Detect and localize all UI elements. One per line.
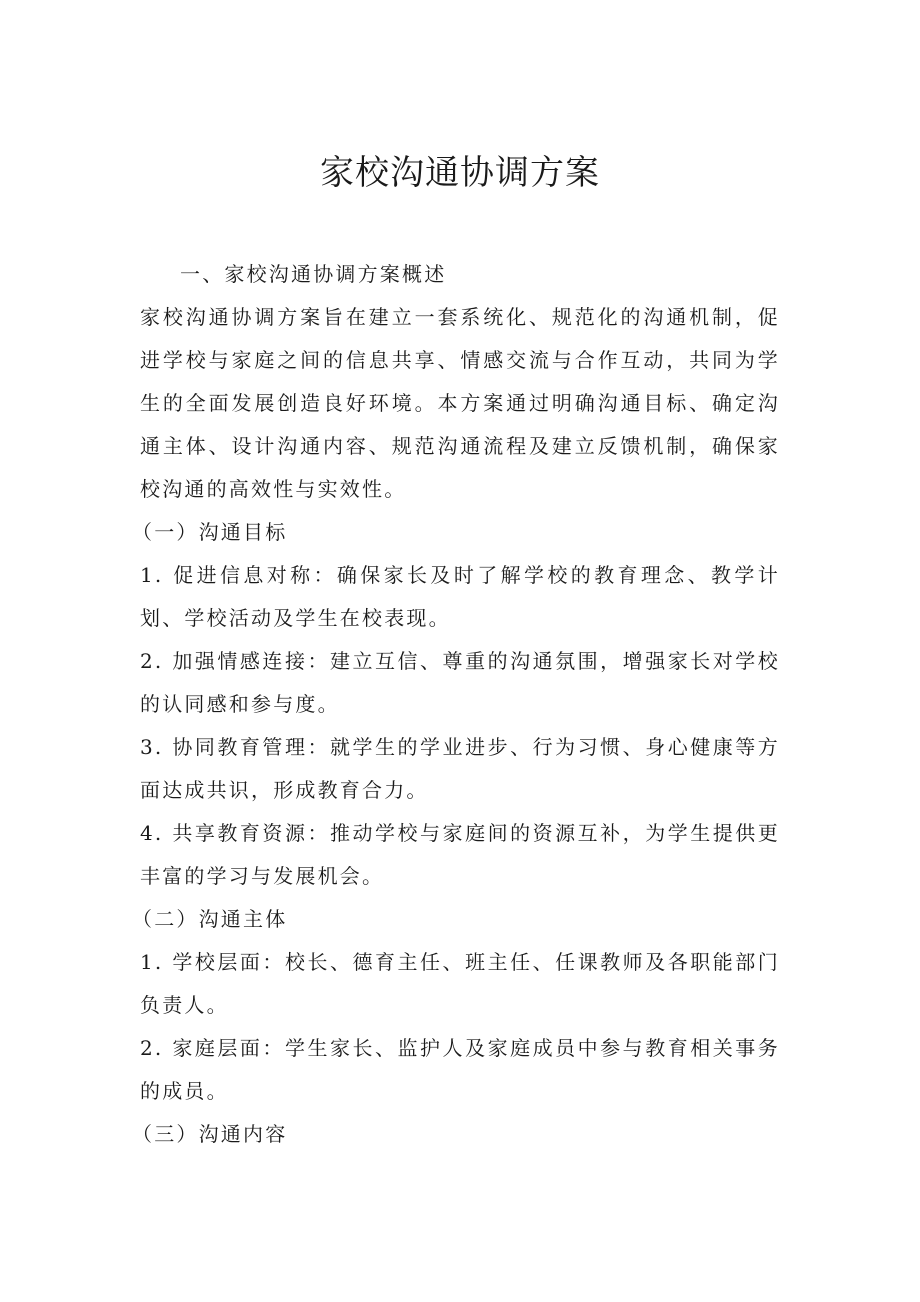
document-title: 家校沟通协调方案 <box>320 153 600 193</box>
section-heading-overview: 一、家校沟通协调方案概述 <box>180 262 447 286</box>
goal-item: 2. 加强情感连接：建立互信、尊重的沟通氛围，增强家长对学校的认同感和参与度。 <box>140 649 780 716</box>
subject-item: 2. 家庭层面：学生家长、监护人及家庭成员中参与教育相关事务的成员。 <box>140 1036 780 1103</box>
document-body <box>132 253 780 1156</box>
subheading-subjects: （二）沟通主体 <box>132 907 288 931</box>
goal-item: 1. 促进信息对称：确保家长及时了解学校的教育理念、教学计划、学校活动及学生在校表现。 <box>140 563 780 630</box>
subject-item: 1. 学校层面：校长、德育主任、班主任、任课教师及各职能部门负责人。 <box>140 950 780 1017</box>
goal-item: 4. 共享教育资源：推动学校与家庭间的资源互补，为学生提供更丰富的学习与发展机会。 <box>140 821 780 888</box>
subheading-goals: （一）沟通目标 <box>132 520 288 544</box>
subheading-content: （三）沟通内容 <box>132 1122 288 1146</box>
goal-item: 3. 协同教育管理：就学生的学业进步、行为习惯、身心健康等方面达成共识，形成教育合力。 <box>140 735 780 802</box>
overview-paragraph: 家校沟通协调方案旨在建立一套系统化、规范化的沟通机制，促进学校与家庭之间的信息共享、情感交流与合作互动，共同为学生的全面发展创造良好环境。本方案通过明确沟通目标、确定沟通主体、设计沟通内容、规范沟通流程及建立反馈机制，确保家校沟通的高效性与实效性。 <box>140 305 780 501</box>
